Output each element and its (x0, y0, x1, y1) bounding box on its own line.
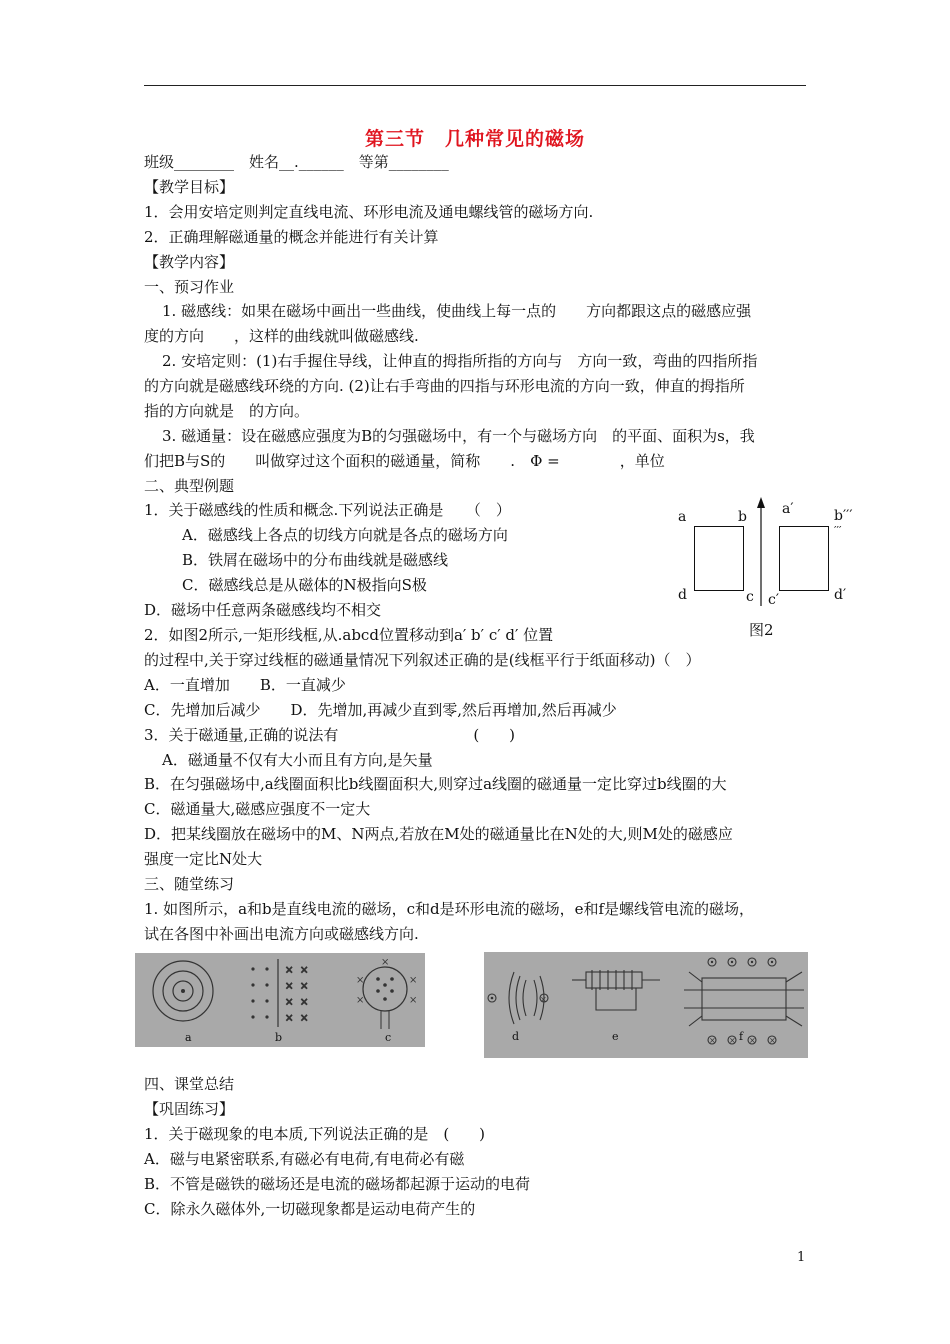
photo-label-f: f (739, 1030, 744, 1043)
svg-text:×: × (300, 1013, 309, 1024)
arrow-up-icon (757, 497, 765, 508)
option: A．磁感线上各点的切线方向就是各点的磁场方向 (182, 526, 508, 544)
label-a: a (678, 509, 687, 525)
svg-text:×: × (356, 975, 365, 986)
frame-a2b2c2d2 (779, 526, 829, 591)
section-heading: 【巩固练习】 (144, 1100, 235, 1118)
svg-text:×: × (729, 1036, 736, 1045)
svg-text:×: × (749, 1036, 756, 1045)
svg-text:×: × (300, 965, 309, 976)
option: A．一直增加 B．一直减少 (144, 676, 346, 694)
svg-text:×: × (300, 981, 309, 992)
frame-abcd (694, 526, 744, 591)
text-line: 3. 磁通量：设在磁感应强度为B的匀强磁场中，有一个与磁场方向 的平面、面积为s，我 (162, 427, 755, 445)
magnetic-field-diagrams-def (484, 952, 808, 1058)
label-d: d (678, 587, 687, 603)
svg-text:×: × (300, 997, 309, 1008)
option: 强度一定比N处大 (144, 850, 263, 868)
figure-caption: 图2 (749, 621, 774, 639)
svg-text:×: × (356, 995, 365, 1006)
text-line: 1. 磁感线：如果在磁场中画出一些曲线，使曲线上每一点的 方向都跟这点的磁感应强 (162, 302, 752, 320)
text-line: 2．正确理解磁通量的概念并能进行有关计算 (144, 228, 439, 246)
svg-text:×: × (769, 1036, 776, 1045)
svg-text:×: × (285, 1013, 294, 1024)
section-heading: 三、随堂练习 (144, 875, 235, 893)
section-heading: 【教学内容】 (144, 253, 235, 271)
label-c-prime: c′ (768, 592, 780, 608)
svg-text:×: × (709, 1036, 716, 1045)
option: A．磁通量不仅有大小而且有方向,是矢量 (162, 751, 433, 769)
question: 的过程中,关于穿过线框的磁通量情况下列叙述正确的是(线框平行于纸面移动)（ ） (144, 651, 701, 669)
label-a-prime: a′ (782, 501, 794, 517)
text-line: 度的方向 ，这样的曲线就叫做磁感线. (144, 327, 419, 345)
section-heading: 二、典型例题 (144, 477, 235, 495)
option: B．在匀强磁场中,a线圈面积比b线圈面积大,则穿过a线圈的磁通量一定比穿过b线圈的大 (144, 775, 727, 793)
exercise-text: 试在各图中补画出电流方向或磁感线方向. (144, 925, 419, 943)
svg-text:×: × (409, 995, 418, 1006)
section-heading: 【教学目标】 (144, 178, 235, 196)
svg-text:×: × (409, 975, 418, 986)
section-heading: 一、预习作业 (144, 278, 235, 296)
photo-label-b: b (275, 1031, 283, 1044)
photo-label-e: e (612, 1030, 619, 1043)
option: D．磁场中任意两条磁感线均不相交 (144, 601, 382, 619)
text-line: 们把B与S的 叫做穿过这个面积的磁通量，简称 . Φ = ，单位 (144, 452, 665, 470)
svg-text:×: × (540, 995, 547, 1004)
current-wire (755, 496, 767, 608)
option: C．先增加后减少 D．先增加,再减少直到零,然后再增加,然后再减少 (144, 701, 617, 719)
student-info-line: 班级________ 姓名__.______ 等第________ (144, 153, 449, 171)
question: 1．关于磁现象的电本质,下列说法正确的是 ( ) (144, 1125, 486, 1143)
label-b: b (738, 509, 747, 525)
page-number: 1 (797, 1250, 806, 1265)
option: C．磁感线总是从磁体的N极指向S极 (182, 576, 427, 594)
figure-def (484, 952, 808, 1058)
text-line: 指的方向就是 的方向。 (144, 402, 310, 420)
option: B．不管是磁铁的磁场还是电流的磁场都起源于运动的电荷 (144, 1175, 531, 1193)
photo-label-d: d (512, 1030, 520, 1043)
svg-text:×: × (381, 957, 390, 968)
option: A．磁与电紧密联系,有磁必有电荷,有电荷必有磁 (144, 1150, 465, 1168)
header-rule (144, 85, 806, 86)
label-c: c (746, 589, 754, 605)
text-line: 2. 安培定则：(1)右手握住导线，让伸直的拇指所指的方向与 方向一致，弯曲的四指所指 (162, 352, 758, 370)
svg-text:×: × (285, 965, 294, 976)
option: D．把某线圈放在磁场中的M、N两点,若放在M处的磁通量比在N处的大,则M处的磁感应 (144, 825, 733, 843)
label-d-prime: d′ (834, 587, 847, 603)
text-line: 的方向就是磁感线环绕的方向. (2)让右手弯曲的四指与环形电流的方向一致，伸直的拇指所 (144, 377, 745, 395)
photo-label-c: c (385, 1031, 392, 1044)
photo-label-a: a (185, 1031, 192, 1044)
text-line: 1．会用安培定则判定直线电流、环形电流及通电螺线管的磁场方向. (144, 203, 594, 221)
option: C．除永久磁体外,一切磁现象都是运动电荷产生的 (144, 1200, 476, 1218)
exercise-text: 1. 如图所示，a和b是直线电流的磁场，c和d是环形电流的磁场，e和f是螺线管电流的磁场， (144, 900, 755, 918)
prime-marks: ′′′ (834, 524, 842, 537)
svg-text:×: × (285, 981, 294, 992)
question: 2．如图2所示,一矩形线框,从.abcd位置移动到a′ b′ c′ d′ 位置 (144, 626, 554, 644)
section-heading: 四、课堂总结 (144, 1075, 235, 1093)
question: 3．关于磁通量,正确的说法有 ( ) (144, 726, 516, 744)
option: C．磁通量大,磁感应强度不一定大 (144, 800, 371, 818)
svg-text:×: × (285, 997, 294, 1008)
option: B．铁屑在磁场中的分布曲线就是磁感线 (182, 551, 449, 569)
page-title: 第三节 几种常见的磁场 (364, 128, 585, 150)
label-b-prime: b′′′ (834, 508, 853, 524)
figure-abc (135, 953, 425, 1047)
question: 1．关于磁感线的性质和概念.下列说法正确是 （ ） (144, 501, 511, 519)
